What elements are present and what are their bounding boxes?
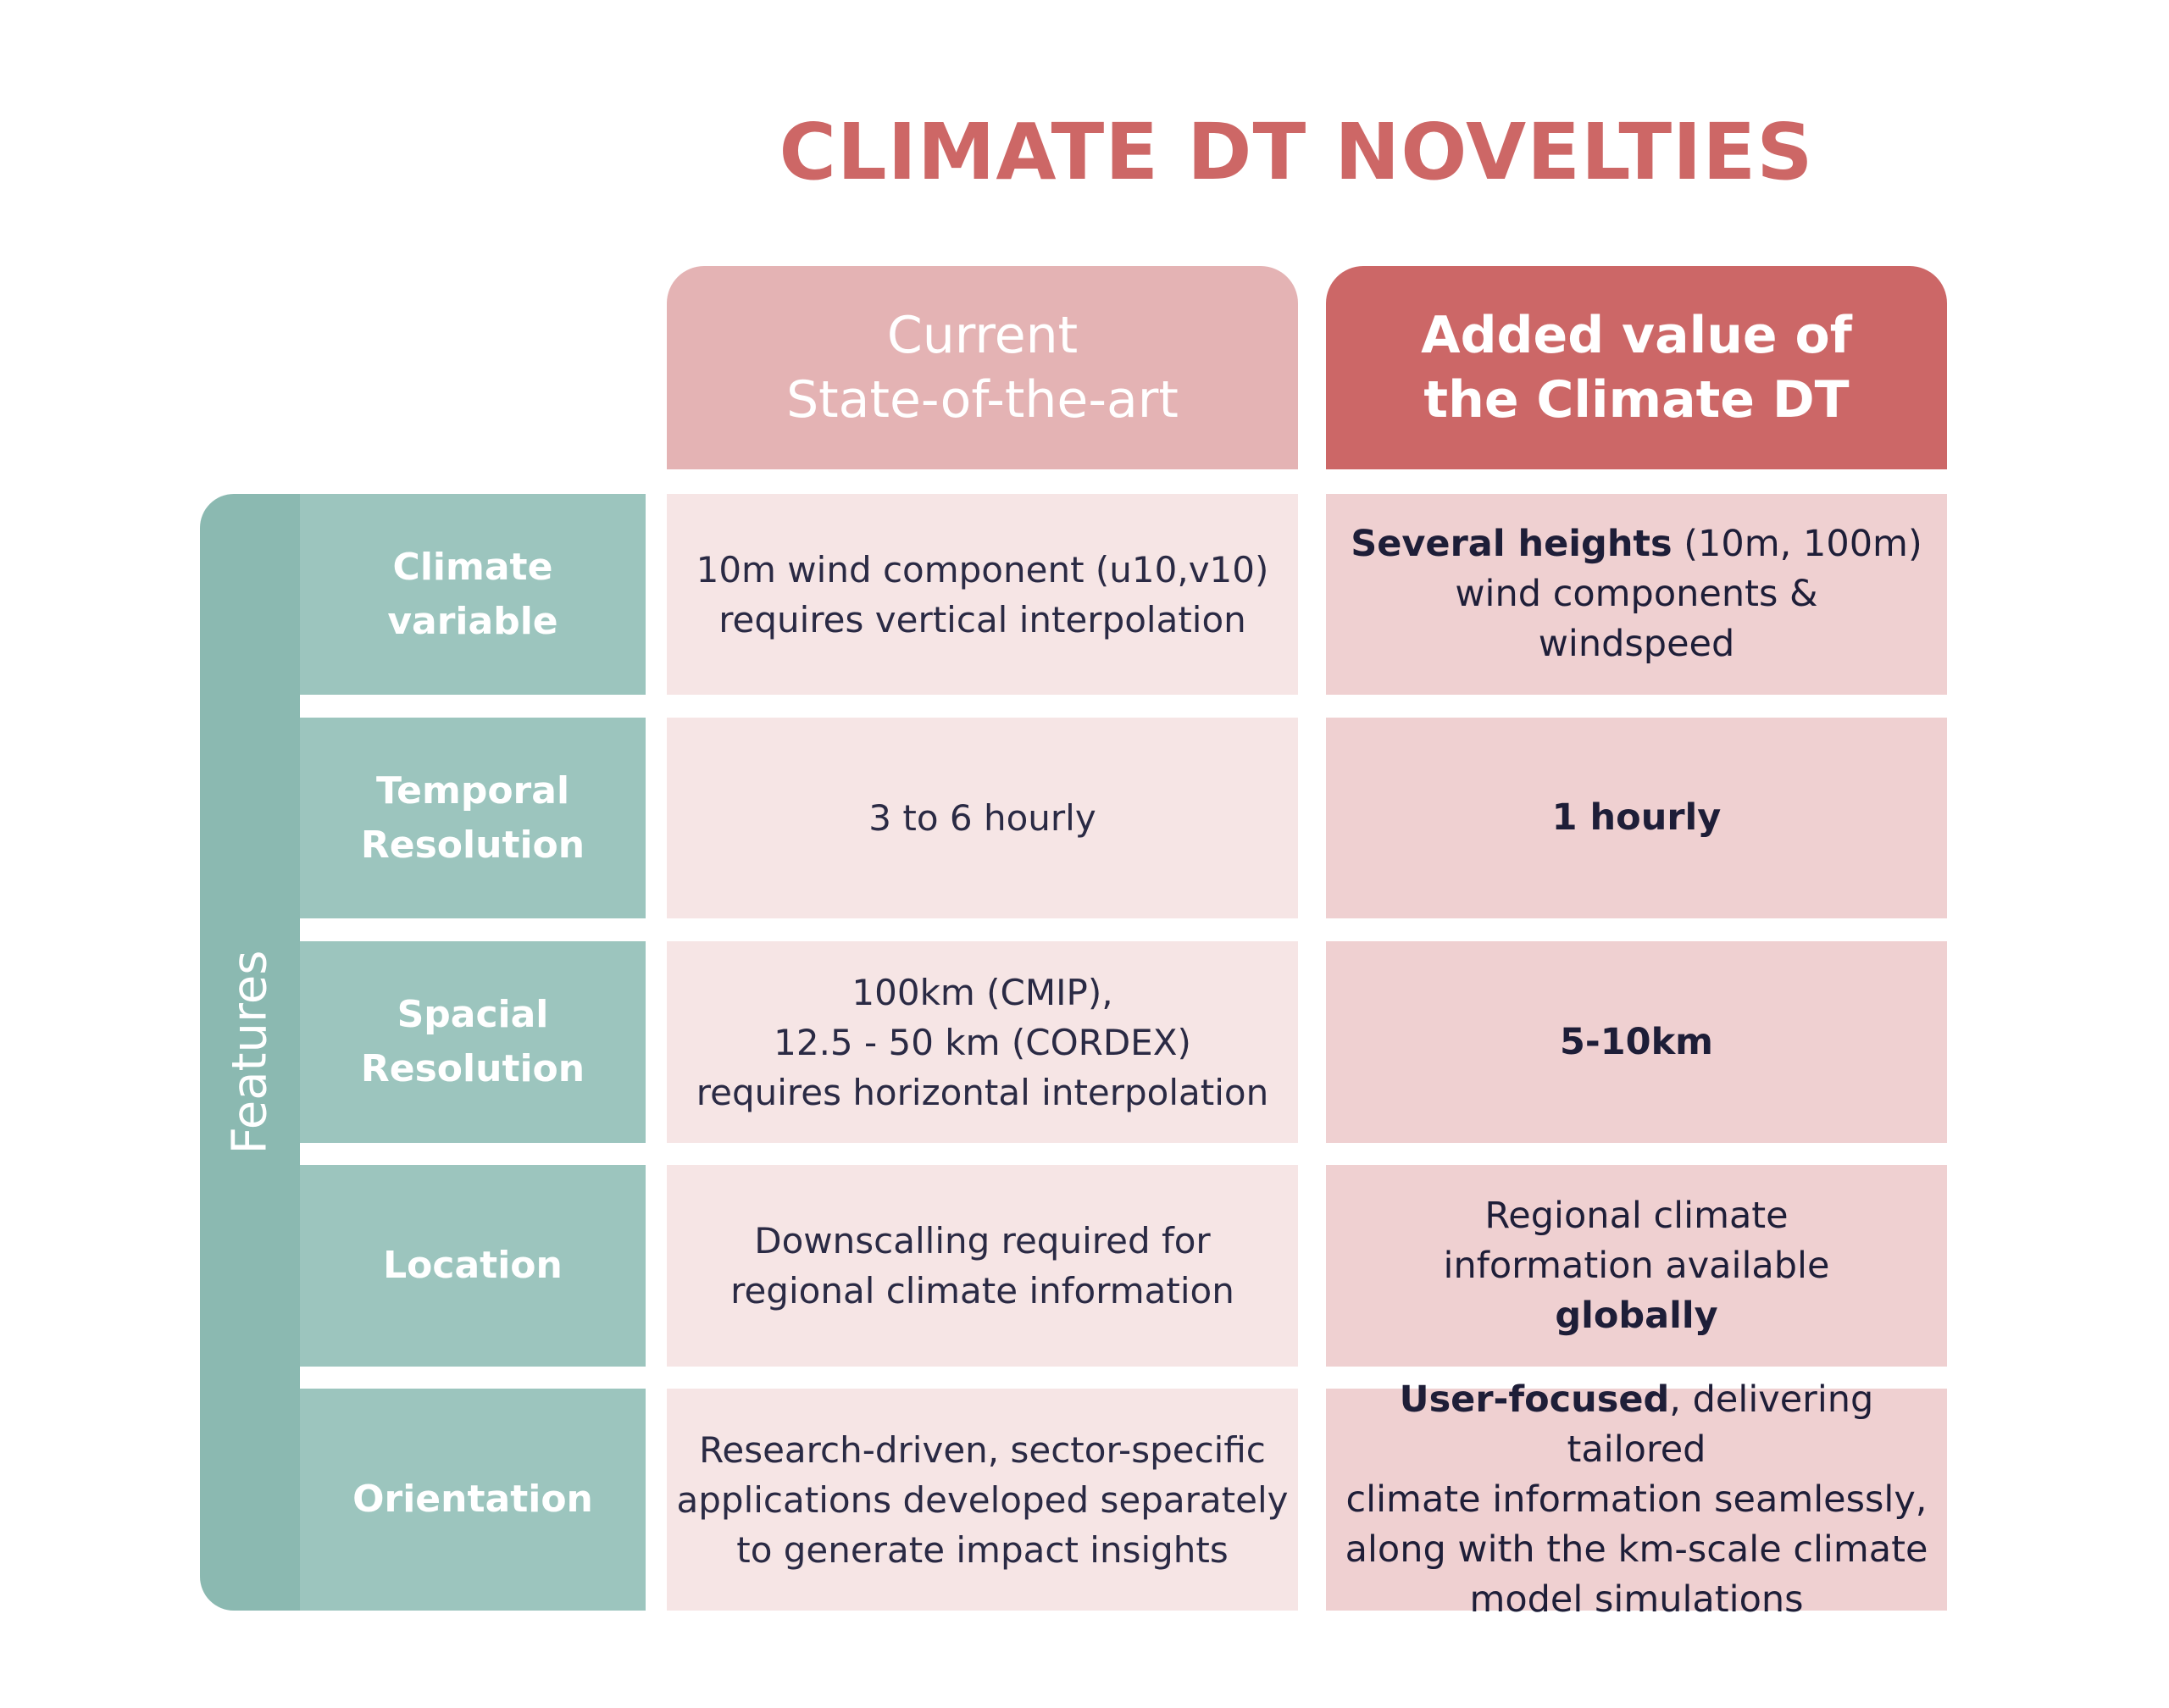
added-climate-variable-text: (10m, 100m) wind components & windspeed [1455,523,1922,665]
feature-spacial-resolution: Spacial Resolution [300,941,646,1143]
features-side-bar [200,494,300,1611]
added-spacial-resolution [1326,941,1947,1143]
feature-location: Location [300,1165,646,1367]
feature-climate-variable: Climate variable [300,494,646,695]
added-climate-variable-highlight: Several heights [1351,523,1673,565]
added-spacial-resolution-highlight: 5-10km [1559,1020,1713,1063]
added-temporal-resolution-highlight: 1 hourly [1551,796,1722,839]
added-climate-variable [1326,494,1947,695]
current-spacial-resolution: 100km (CMIP), 12.5 - 50 km (CORDEX) requires horizontal interpolation [667,941,1298,1143]
added-location-highlight: globally [1555,1294,1718,1337]
header-added-value: Added value of the Climate DT [1326,266,1947,469]
feature-orientation: Orientation [300,1389,646,1611]
added-location [1326,1165,1947,1367]
features-label: Features [222,950,278,1155]
current-location: Downscalling required for regional climate information [667,1165,1298,1367]
page-title: CLIMATE DT NOVELTIES [779,107,1814,197]
added-orientation-text: , delivering tailored climate information seamlessly, along with the km-scale climate model simulations [1345,1378,1928,1621]
header-current-state-of-the-art: Current State-of-the-art [667,266,1298,469]
added-location-text: Regional climate information available [1443,1194,1830,1287]
current-climate-variable: 10m wind component (u10,v10) requires vertical interpolation [667,494,1298,695]
feature-temporal-resolution: Temporal Resolution [300,718,646,918]
current-orientation: Research-driven, sector-specific applications developed separately to generate impact insights [667,1389,1298,1611]
added-temporal-resolution [1326,718,1947,918]
added-orientation [1326,1378,1947,1621]
current-temporal-resolution: 3 to 6 hourly [667,718,1298,918]
added-orientation-highlight: User-focused [1399,1378,1670,1421]
